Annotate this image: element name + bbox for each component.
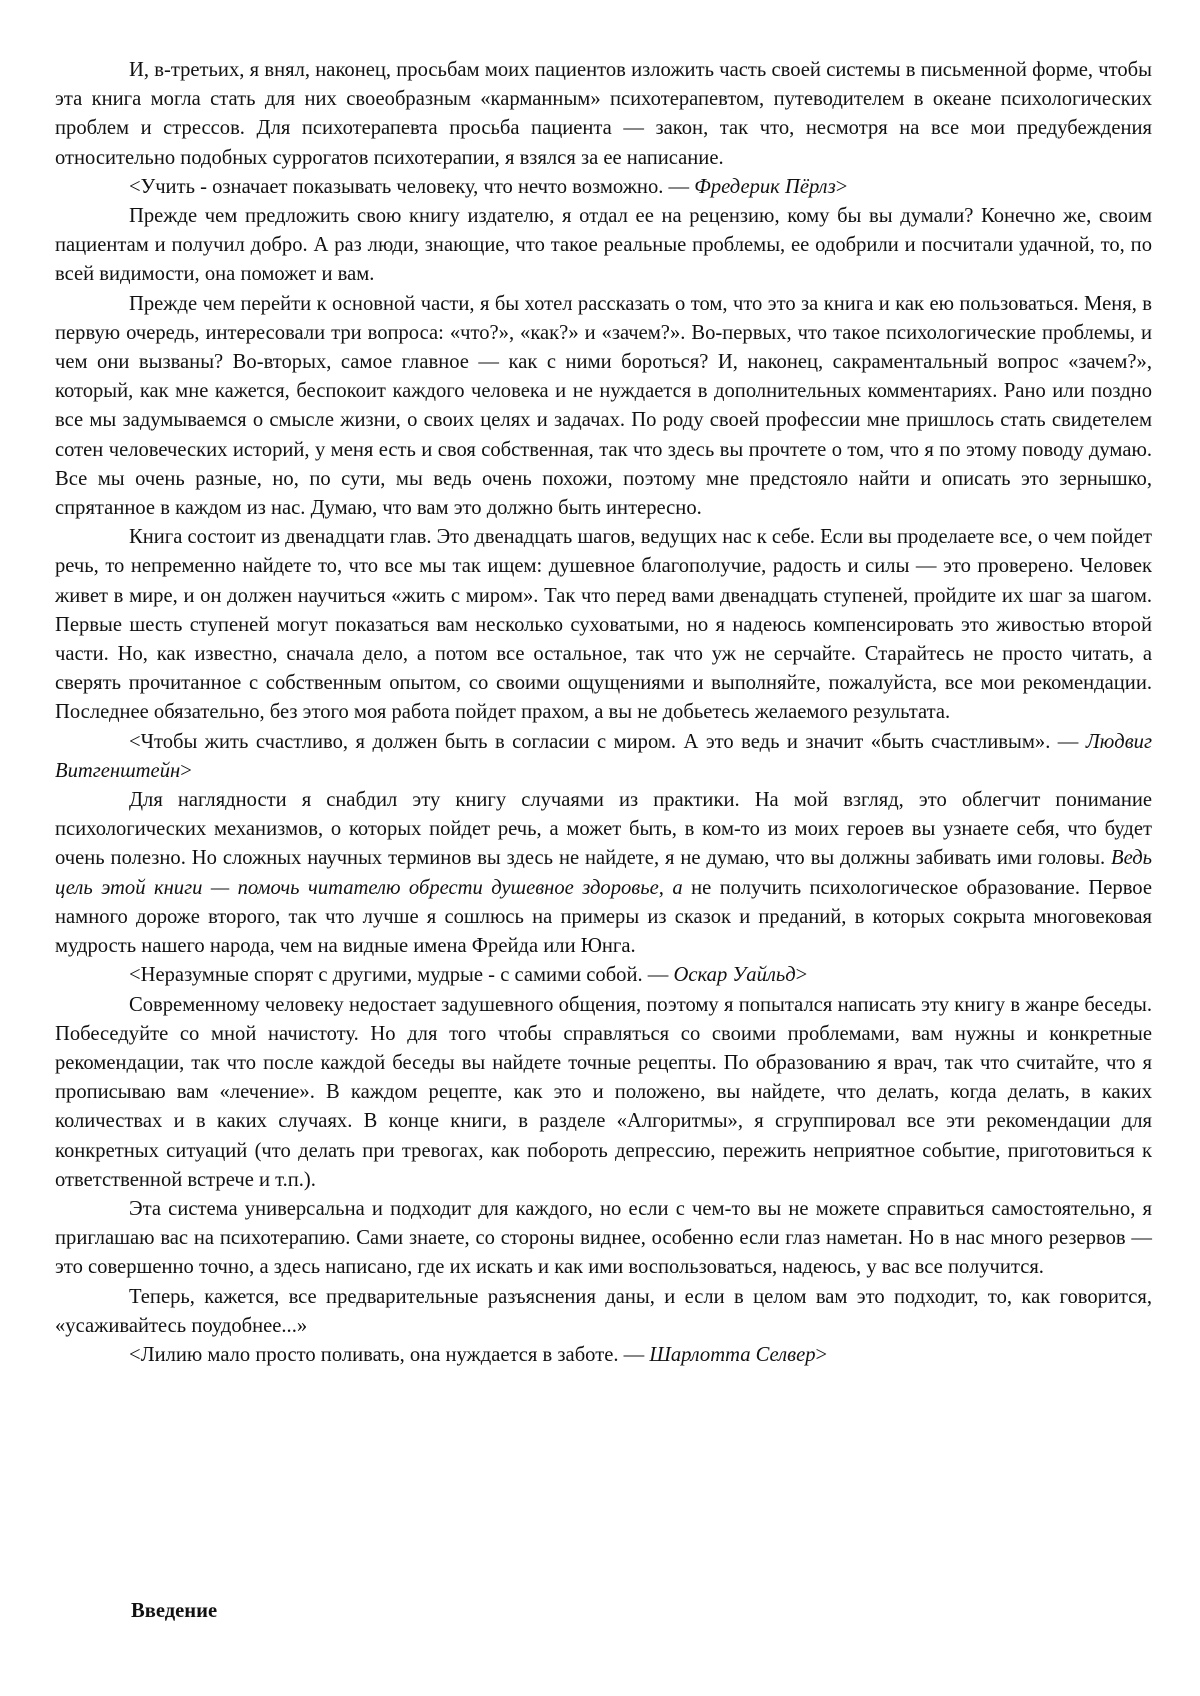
paragraph-1: И, в-третьих, я внял, наконец, просьбам моих пациентов изложить часть своей системы в письменной форме, чтобы эта книга могла стать для них своеобразным «карманным» психотерапевтом, путеводителем в океане психологических проблем и стрессов. Для психотерапевта просьба пациента — закон, так что, несмотря на все мои предубеждения относительно подобных суррогатов психотерапии, я взялся за ее написание. [55,56,1152,173]
quote-wittgenstein [55,728,1152,786]
quote-close: > [796,964,808,986]
quote-close: > [816,1344,828,1366]
paragraph-7: Эта система универсальна и подходит для каждого, но если с чем-то вы не можете справиться самостоятельно, я приглашаю вас на психотерапию. Сами знаете, со стороны виднее, особенно если глаз наметан. Но в нас много резервов — это совершенно точно, а здесь написано, где их искать и как ими воспользоваться, надеюсь, у вас все получится. [55,1195,1152,1283]
paragraph-6: Современному человеку недостает задушевного общения, поэтому я попытался написать эту книгу в жанре беседы. Побеседуйте со мной начистоту. Но для того чтобы справляться со своими проблемами, вам нужны и конкретные рекомендации, так что после каждой беседы вы найдете точные рецепты. По образованию я врач, так что считайте, что я прописываю вам «лечение». В каждом рецепте, как это и положено, вы найдете, что делать, когда делать, в каких количествах и в каких случаях. В конце книги, в разделе «Алгоритмы», я сгруппировал все эти рекомендации для конкретных ситуаций (что делать при тревогах, как побороть депрессию, пережить неприятное событие, приготовиться к ответственной встрече и т.п.). [55,991,1152,1195]
quote-author: Оскар Уайльд [674,964,796,986]
quote-author: Фредерик Пёрлз [694,176,835,198]
paragraph-3: Прежде чем перейти к основной части, я бы хотел рассказать о том, что это за книга и как ею пользоваться. Меня, в первую очередь, интересовали три вопроса: «что?», «как?» и «зачем?». Во-первых, что такое психологические проблемы, и чем они вызваны? Во-вторых, самое главное — как с ними бороться? И, наконец, сакраментальный вопрос «зачем?», который, как мне кажется, беспокоит каждого человека и не нуждается в дополнительных комментариях. Рано или поздно все мы задумываемся о смысле жизни, о своих целях и задачах. По роду своей профессии мне пришлось стать свидетелем сотен человеческих историй, у меня есть и своя собственная, так что здесь вы прочтете о том, что я по этому поводу думаю. Все мы очень разные, но, по сути, мы ведь очень похожи, поэтому мне предстояло найти и описать это зернышко, спрятанное в каждом из нас. Думаю, что вам это должно быть интересно. [55,290,1152,524]
paragraph-4: Книга состоит из двенадцати глав. Это двенадцать шагов, ведущих нас к себе. Если вы проделаете все, о чем пойдет речь, то непременно найдете то, что все мы так ищем: душевное благополучие, радость и силы — это проверено. Человек живет в мире, и он должен научиться «жить с миром». Так что перед вами двенадцать ступеней, пройдите их шаг за шагом. Первые шесть ступеней могут показаться вам несколько суховатыми, но я надеюсь компенсировать это живостью второй части. Но, как известно, сначала дело, а потом все остальное, так что уж не серчайте. Старайтесь не просто читать, а сверять прочитанное с собственным опытом, со своими ощущениями и выполняйте, пожалуйста, все мои рекомендации. Последнее обязательно, без этого моя работа пойдет прахом, а вы не добьетесь желаемого результата. [55,523,1152,727]
quote-author: Людвиг Витгенштейн [55,731,1152,782]
paragraph-2: Прежде чем предложить свою книгу издателю, я отдал ее на рецензию, кому бы вы думали? Конечно же, своим пациентам и получил добро. А раз люди, знающие, что такое реальные проблемы, ее одобрили и посчитали удачной, то, по всей видимости, она поможет и вам. [55,202,1152,290]
paragraph-5 [55,786,1152,961]
quote-wilde [55,961,1152,990]
quote-close: > [836,176,848,198]
paragraph-8: Теперь, кажется, все предварительные разъяснения даны, и если в целом вам это подходит, то, как говорится, «усаживайтесь поудобнее...» [55,1283,1152,1341]
quote-text: <Чтобы жить счастливо, я должен быть в согласии с миром. А это ведь и значит «быть счастливым». — [129,731,1086,753]
document-page [0,0,1200,1696]
quote-perls [55,173,1152,202]
quote-text: <Учить - означает показывать человеку, что нечто возможно. — [129,176,694,198]
section-heading: Введение [131,1597,217,1626]
paragraph-5-italic: Ведь цель этой книги — помочь читателю обрести душевное здоровье, а [55,847,1152,898]
quote-selver [55,1341,1152,1370]
quote-text: <Лилию мало просто поливать, она нуждается в заботе. — [129,1344,649,1366]
paragraph-5-text: Для наглядности я снабдил эту книгу случаями из практики. На мой взгляд, это облегчит понимание психологических механизмов, о которых пойдет речь, а может быть, в ком-то из моих героев вы узнаете себя, что будет очень полезно. Но сложных научных терминов вы здесь не найдете, я не думаю, что вы должны забивать ими головы. [55,789,1152,869]
paragraph-5-rest: не получить психологическое образование. Первое намного дороже второго, так что лучше я сошлюсь на примеры из сказок и преданий, в которых сокрыта многовековая мудрость нашего народа, чем на видные имена Фрейда или Юнга. [55,877,1152,957]
quote-author: Шарлотта Селвер [649,1344,815,1366]
quote-close: > [180,760,192,782]
quote-text: <Неразумные спорят с другими, мудрые - с самими собой. — [129,964,674,986]
